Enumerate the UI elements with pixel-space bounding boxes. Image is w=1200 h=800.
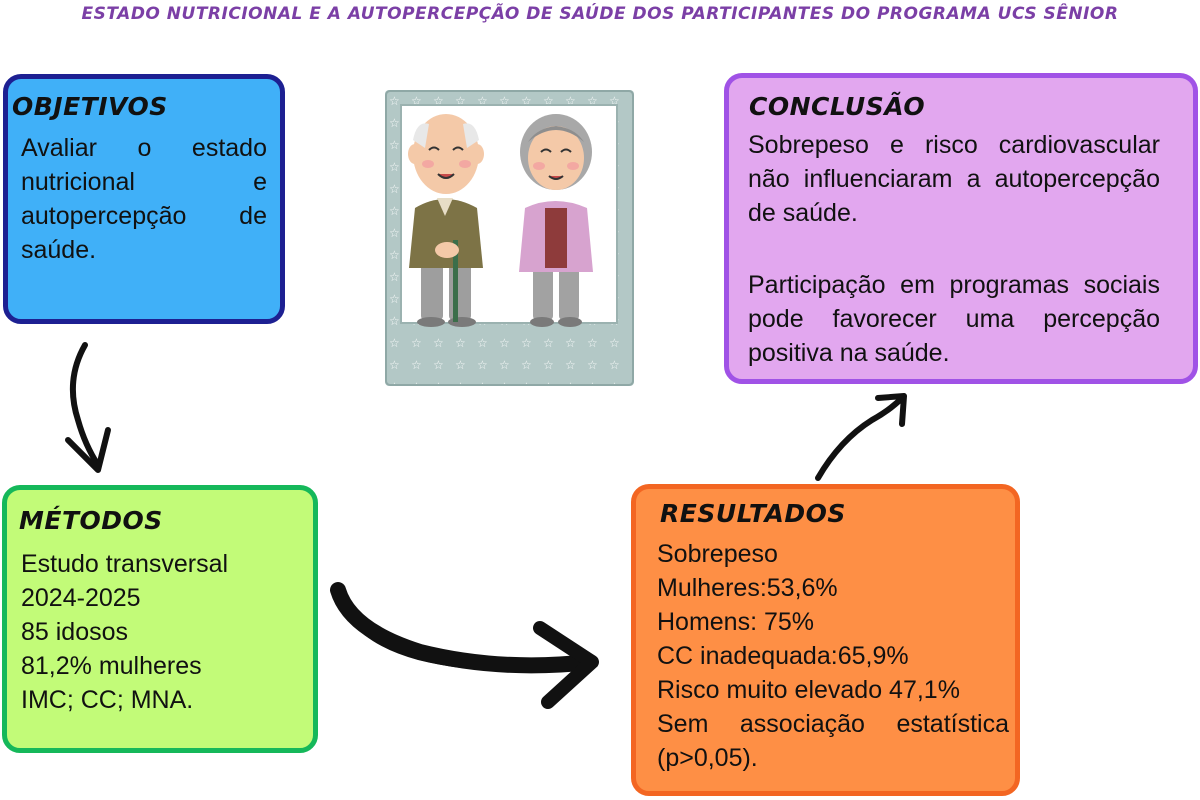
metodos-line: IMC; CC; MNA. xyxy=(21,686,194,714)
resultados-line-last: Sem associação estatística (p>0,05). xyxy=(657,710,1009,772)
objetivos-text: Avaliar o estado nutricional e autopercepção de saúde. xyxy=(21,134,267,264)
resultados-line: Homens: 75% xyxy=(657,608,815,636)
resultados-line: CC inadequada:65,9% xyxy=(657,642,909,670)
curved-arrow-icon xyxy=(68,345,108,470)
curved-arrow-icon xyxy=(338,590,592,702)
resultados-heading: RESULTADOS xyxy=(660,499,846,528)
page-title: ESTADO NUTRICIONAL E A AUTOPERCEPÇÃO DE SAÚDE DOS PARTICIPANTES DO PROGRAMA UCS SÊNIOR xyxy=(81,4,1119,24)
conclusao-text-2: Participação em programas sociais pode favorecer uma percepção positiva na saúde. xyxy=(748,271,1160,367)
metodos-line: Estudo transversal xyxy=(21,550,229,578)
metodos-line: 2024-2025 xyxy=(21,584,141,612)
resultados-line: Sobrepeso xyxy=(657,540,778,568)
objetivos-heading: OBJETIVOS xyxy=(12,92,168,121)
conclusao-text-1: Sobrepeso e risco cardiovascular não influenciaram a autopercepção de saúde. xyxy=(748,131,1160,227)
resultados-line: Mulheres:53,6% xyxy=(657,574,838,602)
conclusao-heading: CONCLUSÃO xyxy=(749,92,926,121)
metodos-heading: MÉTODOS xyxy=(19,506,163,535)
resultados-line: Risco muito elevado 47,1% xyxy=(657,676,960,704)
curved-arrow-icon xyxy=(818,396,904,478)
metodos-line: 81,2% mulheres xyxy=(21,652,202,680)
metodos-line: 85 idosos xyxy=(21,618,129,646)
